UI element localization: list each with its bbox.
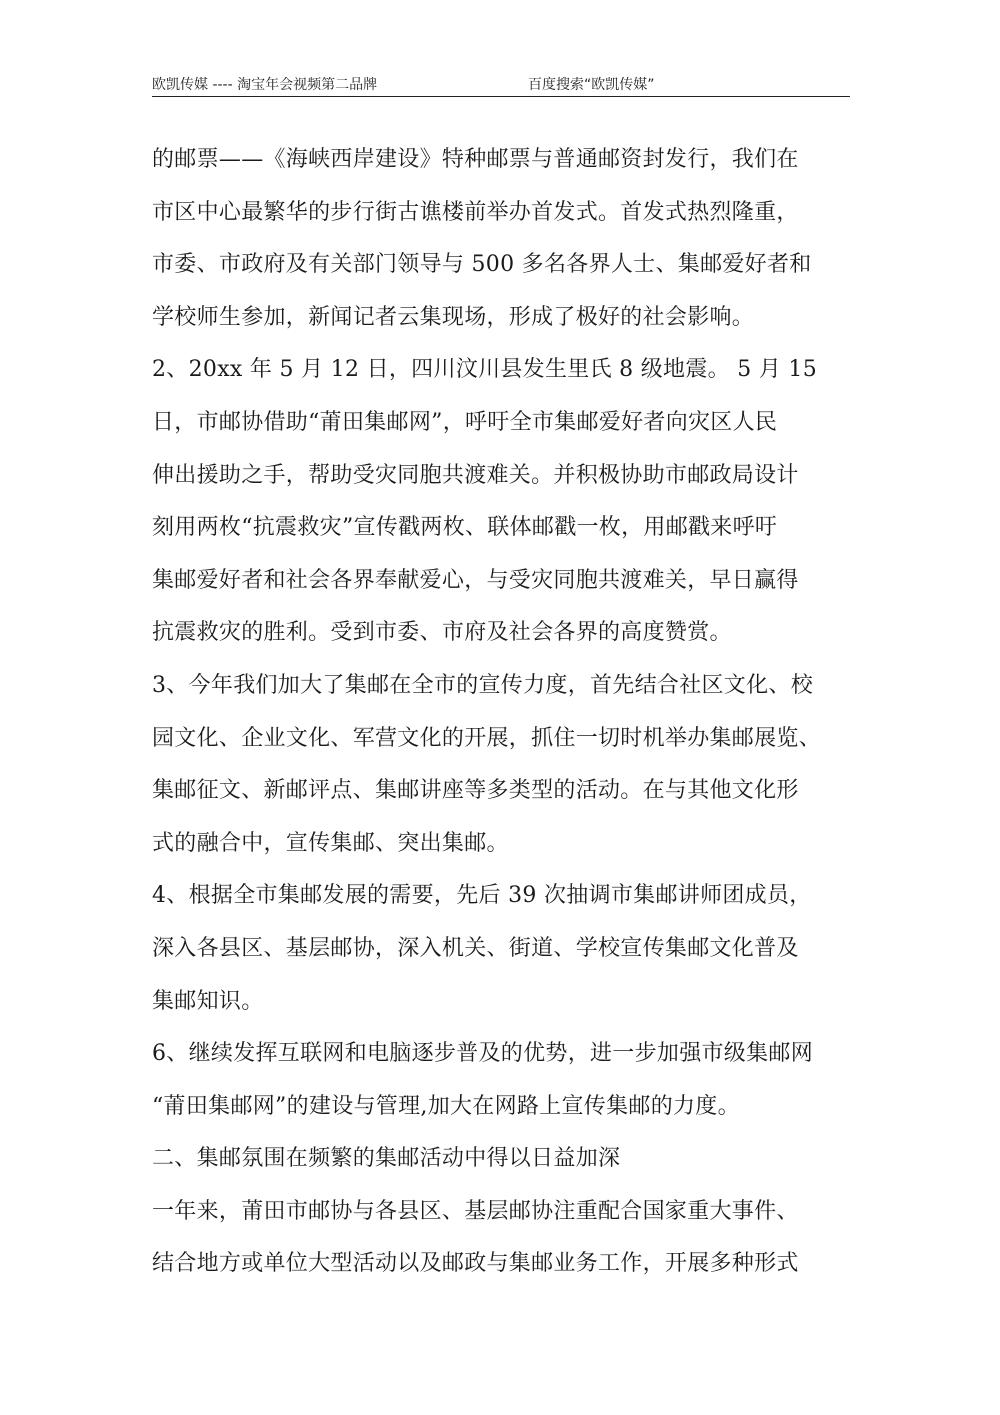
text-line: 结合地方或单位大型活动以及邮政与集邮业务工作，开展多种形式 xyxy=(152,1251,799,1277)
text-line: 6、继续发挥互联网和电脑逐步普及的优势，进一步加强市级集邮网 xyxy=(152,1041,813,1067)
page-header xyxy=(152,70,850,97)
text-line: 伸出援助之手，帮助受灾同胞共渡难关。并积极协助市邮政局设计 xyxy=(152,462,799,488)
text-line: 一年来，莆田市邮协与各县区、基层邮协注重配合国家重大事件、 xyxy=(152,1198,799,1224)
text-line: 刻用两枚“抗震救灾”宣传戳两枚、联体邮戳一枚，用邮戳来呼吁 xyxy=(152,515,778,541)
text-line: 集邮爱好者和社会各界奉献爱心，与受灾同胞共渡难关，早日赢得 xyxy=(152,567,799,593)
text-line: 3、今年我们加大了集邮在全市的宣传力度，首先结合社区文化、校 xyxy=(152,672,813,698)
text-line: “莆田集邮网”的建设与管理,加大在网路上宣传集邮的力度。 xyxy=(152,1093,740,1119)
text-line: 的邮票——《海峡西岸建设》特种邮票与普通邮资封发行，我们在 xyxy=(152,147,799,172)
text-line: 式的融合中，宣传集邮、突出集邮。 xyxy=(152,830,509,856)
text-line: 集邮征文、新邮评点、集邮讲座等多类型的活动。在与其他文化形 xyxy=(152,778,799,804)
header-right-text: 百度搜索“欧凯传媒” xyxy=(528,77,655,93)
text-line: 2、20xx 年 5 月 12 日，四川汶川县发生里氏 8 级地震。 5 月 15 xyxy=(152,357,818,383)
text-line: 深入各县区、基层邮协，深入机关、街道、学校宣传集邮文化普及 xyxy=(152,935,799,961)
text-line: 园文化、企业文化、军营文化的开展，抓住一切时机举办集邮展览、 xyxy=(152,725,822,751)
text-line: 抗震救灾的胜利。受到市委、市府及社会各界的高度赞赏。 xyxy=(152,620,732,646)
text-line: 4、根据全市集邮发展的需要，先后 39 次抽调市集邮讲师团成员， xyxy=(152,883,812,909)
document-body xyxy=(152,134,852,1291)
text-line: 市区中心最繁华的步行街古谯楼前举办首发式。首发式热烈隆重， xyxy=(152,199,799,225)
text-line: 日，市邮协借助“莆田集邮网”，呼吁全市集邮爱好者向灾区人民 xyxy=(152,409,778,435)
text-line: 集邮知识。 xyxy=(152,988,264,1014)
text-line: 市委、市政府及有关部门领导与 500 多名各界人士、集邮爱好者和 xyxy=(152,252,812,278)
section-heading: 二、集邮氛围在频繁的集邮活动中得以日益加深 xyxy=(152,1146,621,1172)
header-left-text: 欧凯传媒 ---- 淘宝年会视频第二品牌 xyxy=(152,77,378,93)
text-line: 学校师生参加，新闻记者云集现场，形成了极好的社会影响。 xyxy=(152,304,755,330)
